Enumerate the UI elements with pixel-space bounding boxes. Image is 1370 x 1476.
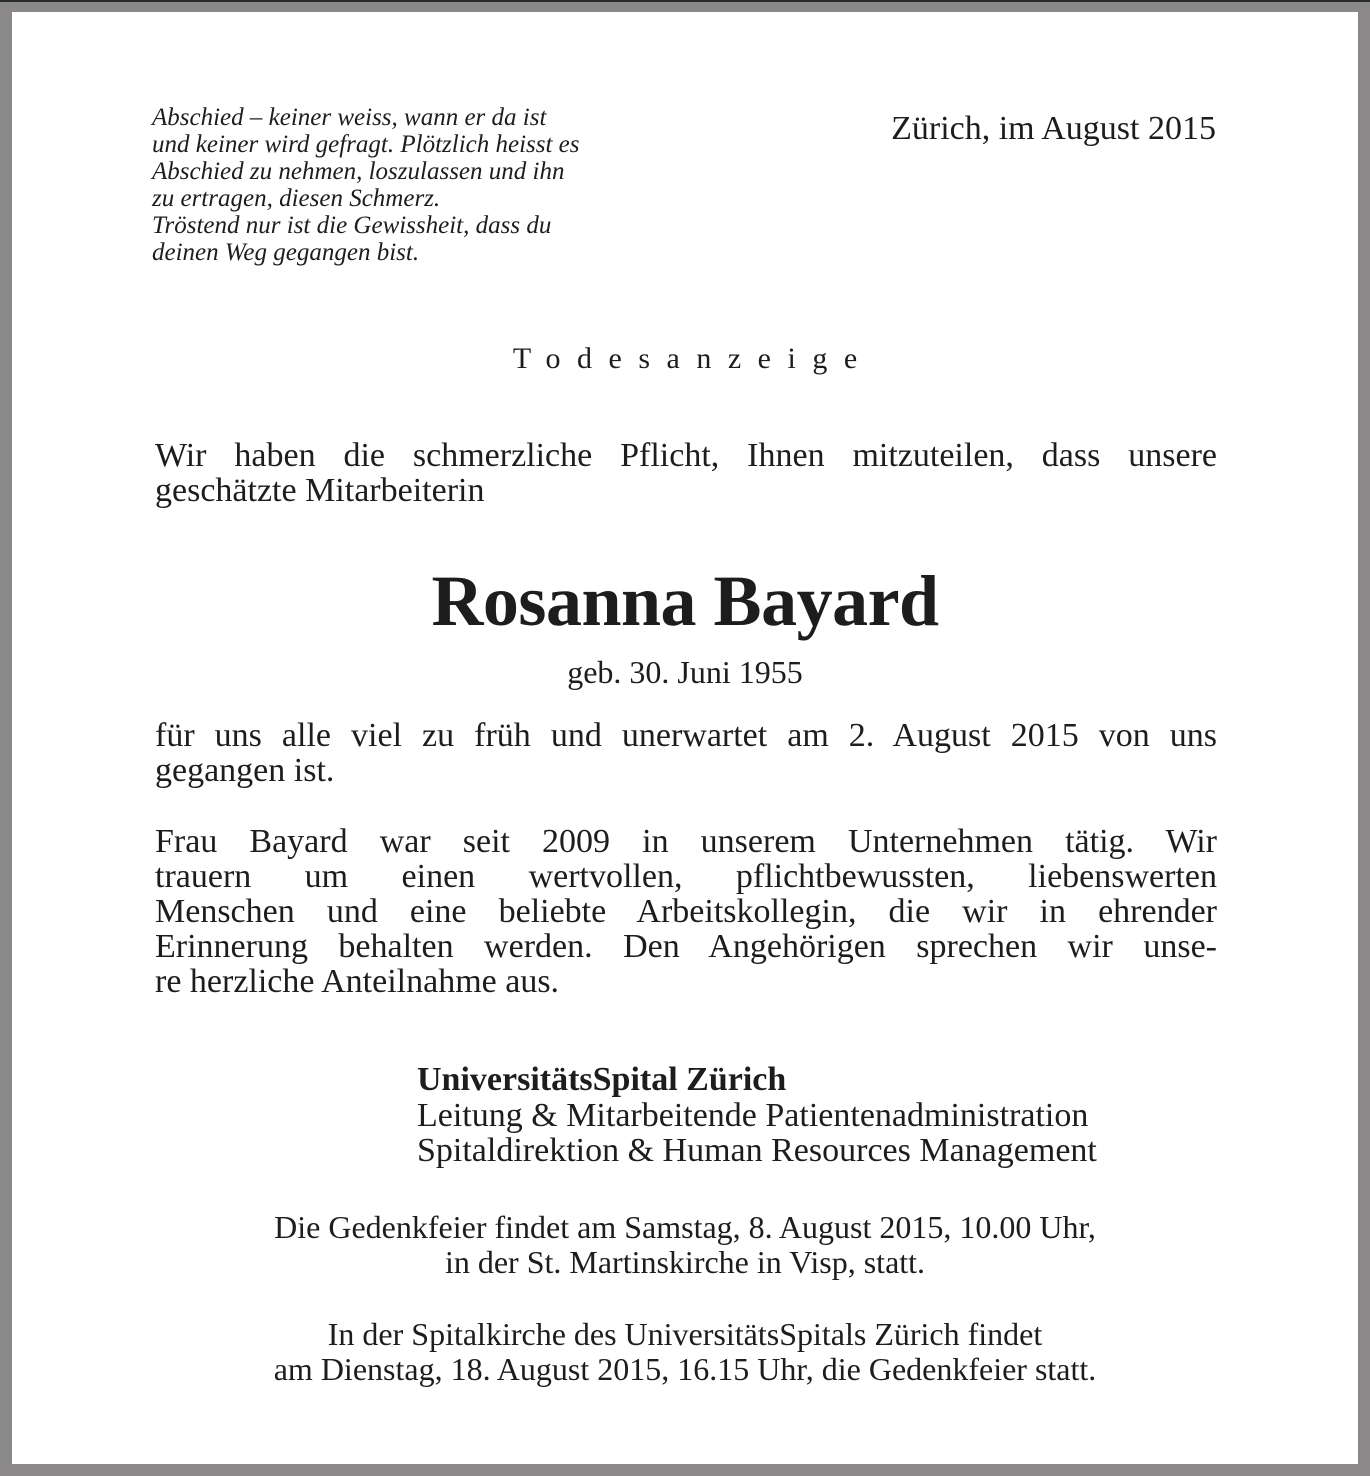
death-line: gegangen ist. xyxy=(155,752,335,789)
signature-line: Leitung & Mitarbeitende Patientenadministration xyxy=(417,1096,1089,1134)
memorial-notice-zurich xyxy=(12,1317,1358,1387)
intro-line: geschätzte Mitarbeiterin xyxy=(155,472,485,509)
poem-line: und keiner wird gefragt. Plötzlich heisst es xyxy=(152,131,580,158)
death-line: für uns alle viel zu früh und unerwartet am 2. August 2015 von uns xyxy=(155,717,1217,754)
poem-line: Abschied zu nehmen, loszulassen und ihn xyxy=(152,158,565,185)
death-paragraph xyxy=(155,718,1217,788)
memorial-line: in der St. Martinskirche in Visp, statt. xyxy=(444,1244,926,1280)
signature-organization: UniversitätsSpital Zürich xyxy=(417,1061,787,1098)
tribute-line: Frau Bayard war seit 2009 in unserem Unternehmen tätig. Wir xyxy=(155,823,1217,860)
notice-title: Todesanzeige xyxy=(512,342,874,375)
poem-line: Abschied – keiner weiss, wann er da ist xyxy=(152,104,547,131)
intro-paragraph xyxy=(155,438,1217,508)
obituary-page xyxy=(12,12,1358,1464)
poem-line: Tröstend nur ist die Gewissheit, dass du xyxy=(152,212,552,239)
poem-line: deinen Weg gegangen bist. xyxy=(152,239,420,266)
signature-block xyxy=(417,1062,1097,1169)
signature-line: Spitaldirektion & Human Resources Management xyxy=(417,1132,1097,1169)
birth-date: geb. 30. Juni 1955 xyxy=(567,654,803,690)
poem xyxy=(152,104,580,266)
intro-line: Wir haben die schmerzliche Pflicht, Ihnen mitzuteilen, dass unsere xyxy=(155,437,1217,474)
deceased-name: Rosanna Bayard xyxy=(431,561,939,641)
memorial-line: In der Spitalkirche des UniversitätsSpitals Zürich findet xyxy=(327,1316,1043,1352)
tribute-paragraph xyxy=(155,824,1217,999)
tribute-line: trauern um einen wertvollen, pflichtbewussten, liebenswerten xyxy=(155,858,1217,895)
tribute-line: Erinnerung behalten werden. Den Angehörigen sprechen wir unse- xyxy=(155,928,1217,965)
frame-top-line xyxy=(0,0,1370,2)
memorial-line: am Dienstag, 18. August 2015, 16.15 Uhr, die Gedenkfeier statt. xyxy=(273,1351,1097,1387)
memorial-line: Die Gedenkfeier findet am Samstag, 8. August 2015, 10.00 Uhr, xyxy=(274,1209,1096,1245)
tribute-line: Menschen und eine beliebte Arbeitskollegin, die wir in ehrender xyxy=(155,893,1217,930)
memorial-notice-visp xyxy=(12,1210,1358,1280)
place-date: Zürich, im August 2015 xyxy=(891,110,1216,147)
tribute-line: re herzliche Anteilnahme aus. xyxy=(155,963,560,1000)
poem-line: zu ertragen, diesen Schmerz. xyxy=(152,185,441,212)
